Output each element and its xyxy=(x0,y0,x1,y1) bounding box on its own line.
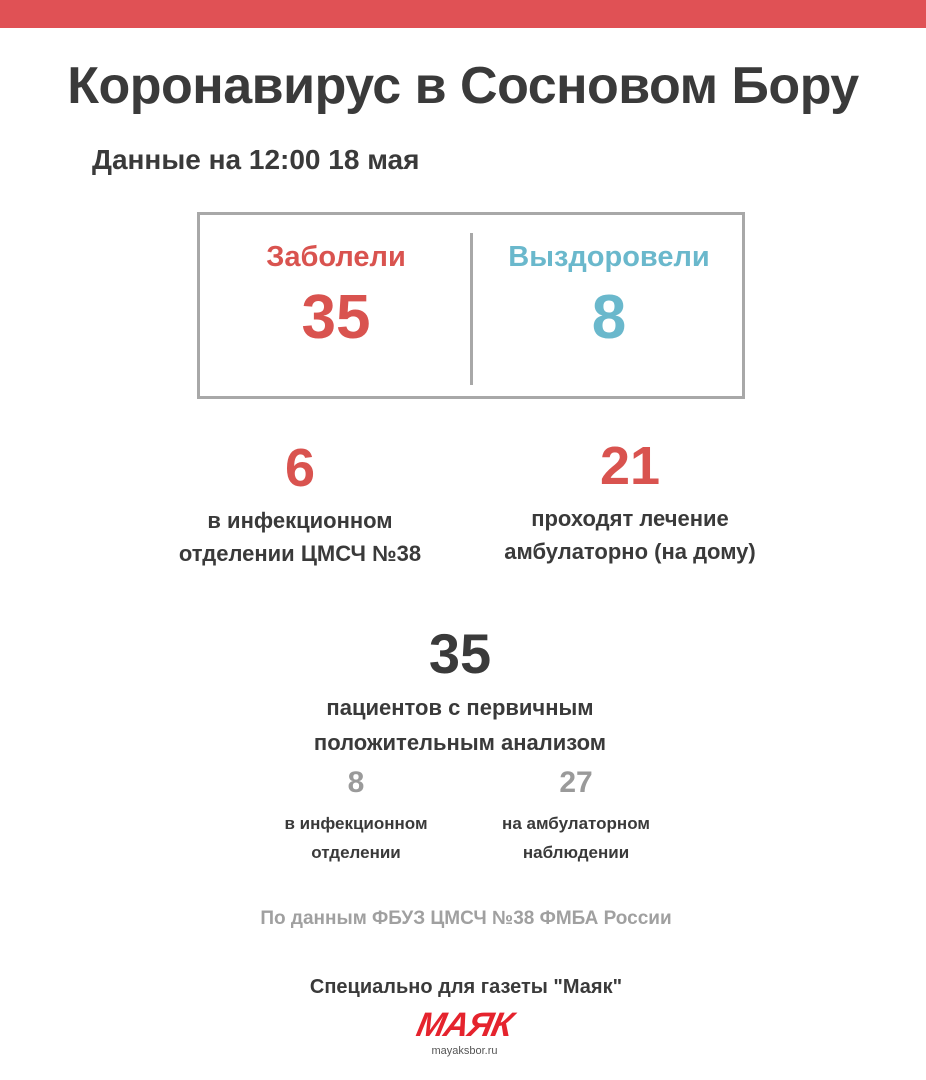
summary-box xyxy=(197,212,745,399)
recovered-label: Выздоровели xyxy=(508,241,710,273)
sick-value: 35 xyxy=(301,283,371,352)
ward-desc-line2: отделении xyxy=(311,843,401,862)
home-desc-line2: амбулаторно (на дому) xyxy=(504,539,756,564)
home-desc-line1: проходят лечение xyxy=(531,506,729,531)
page-title: Коронавирус в Сосновом Бору xyxy=(67,57,859,115)
special-for-newspaper: Специально для газеты "Маяк" xyxy=(309,976,623,998)
primary-desc-line2: положительным анализом xyxy=(313,730,607,755)
top-accent-bar xyxy=(0,0,926,28)
home-value: 21 xyxy=(599,436,661,496)
data-source: По данным ФБУЗ ЦМСЧ №38 ФМБА России xyxy=(260,908,672,929)
primary-desc xyxy=(260,690,660,760)
home-treatment-stat xyxy=(480,436,780,568)
outpatient-value: 27 xyxy=(559,766,593,799)
hospital-desc-line2: отделении ЦМСЧ №38 xyxy=(178,541,422,566)
hospital-desc-line1: в инфекционном xyxy=(207,508,393,533)
mayak-logo[interactable] xyxy=(392,1006,537,1062)
ward-value: 8 xyxy=(347,766,365,799)
hospital-stat xyxy=(150,438,450,570)
home-desc xyxy=(480,502,780,568)
ward-desc-line1: в инфекционном xyxy=(284,814,428,833)
primary-desc-line1: пациентов с первичным xyxy=(326,695,594,720)
sick-label: Заболели xyxy=(266,241,406,273)
sick-column xyxy=(200,241,472,353)
ward-desc xyxy=(256,809,456,867)
hospital-value: 6 xyxy=(284,438,316,498)
primary-value: 35 xyxy=(428,622,492,685)
data-date: Данные на 12:00 18 мая xyxy=(92,144,420,175)
ward-stat xyxy=(256,765,456,867)
outpatient-desc-line2: наблюдении xyxy=(522,843,630,862)
logo-url[interactable]: mayaksbor.ru xyxy=(431,1045,498,1057)
primary-positive-stat xyxy=(260,624,660,760)
hospital-desc xyxy=(150,504,450,570)
outpatient-desc-line1: на амбулаторном xyxy=(502,814,650,833)
outpatient-stat xyxy=(476,765,676,867)
logo-text: МАЯК xyxy=(413,1006,516,1044)
recovered-value: 8 xyxy=(591,283,627,352)
outpatient-desc xyxy=(476,809,676,867)
recovered-column xyxy=(473,241,745,353)
